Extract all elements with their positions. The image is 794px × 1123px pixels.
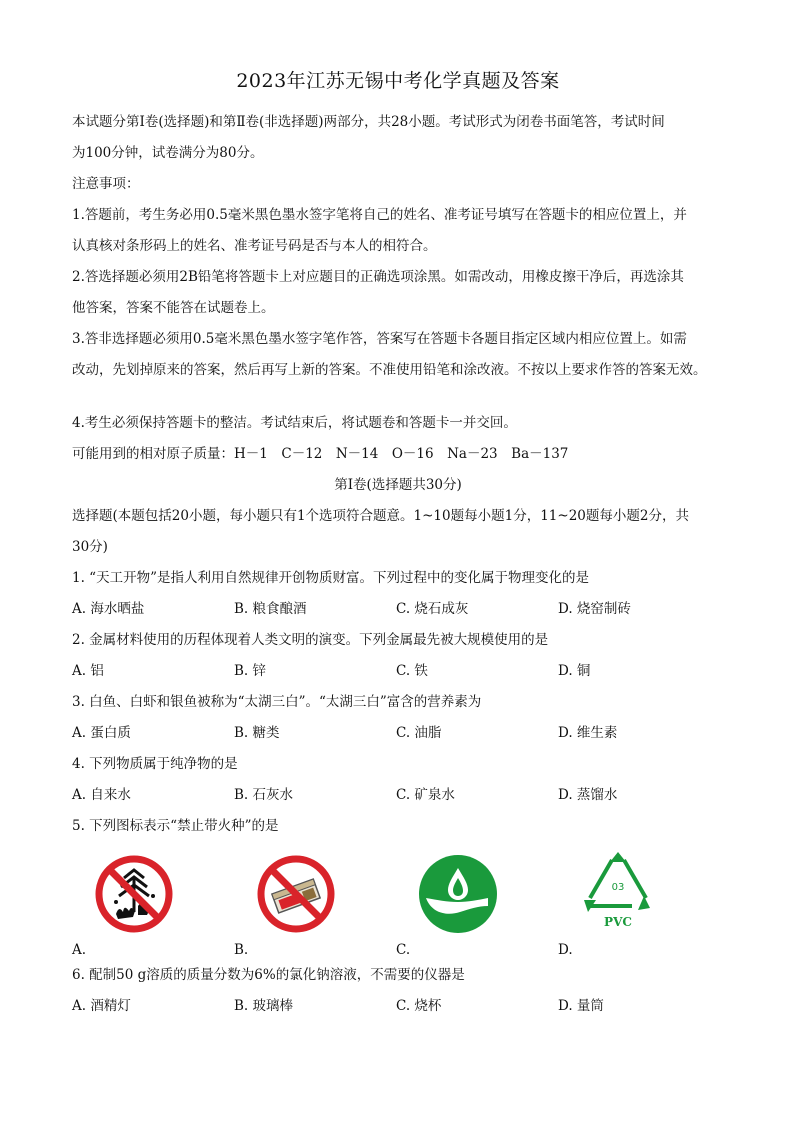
notice-heading: 注意事项： [72,176,140,192]
option-d [558,848,720,960]
notice-2-line-1: 2.答选择题必须用2B铅笔将答题卡上对应题目的正确选项涂黑。如需改动，用橡皮擦干净后，再选涂其 [72,269,684,285]
option-b: B. 石灰水 [234,787,294,803]
option-c: C. 矿泉水 [396,787,455,803]
question-4-options [72,780,724,811]
notice-3-line-2: 改动，先划掉原来的答案，然后再写上新的答案。不准使用铅笔和涂改液。不按以上要求作答的答案无效。 [72,362,707,378]
question-1-options [72,594,724,625]
recycle-number: 03 [611,882,625,893]
option-c [396,848,558,960]
question-6-stem: 6. 配制50 g溶质的质量分数为6%的氯化钠溶液，不需要的仪器是 [72,967,465,983]
question-5-options [72,848,724,960]
intro-line-1: 本试题分第Ⅰ卷(选择题)和第Ⅱ卷(非选择题)两部分，共28小题。考试形式为闭卷书面笔答，考试时间 [72,114,665,130]
option-d: D. 蒸馏水 [558,787,618,803]
question-3-options [72,718,724,749]
option-a: A. 海水晒盐 [72,601,145,617]
pvc-recycle-icon [572,848,664,940]
page-title: 2023年江苏无锡中考化学真题及答案 [236,70,560,92]
question-4-stem: 4. 下列物质属于纯净物的是 [72,756,238,772]
option-a: A. 蛋白质 [72,725,131,741]
option-c: C. 烧石成灰 [396,601,469,617]
section-intro-line-2: 30分) [72,539,108,555]
option-a: A. 自来水 [72,787,131,803]
option-d: D. 维生素 [558,725,618,741]
option-a [72,848,234,960]
section-title: 第Ⅰ卷(选择题共30分) [334,477,462,493]
question-5-stem: 5. 下列图标表示“禁止带火种”的是 [72,818,279,834]
atomic-masses: 可能用到的相对原子质量：H－1 C－12 N－14 O－16 Na－23 Ba－137 [72,446,569,462]
option-d: D. 铜 [558,663,591,679]
section-intro-line-1: 选择题(本题包括20小题，每小题只有1个选项符合题意。1~10题每小题1分，11~20题每小题2分，共 [72,508,689,524]
option-a-label: A. [72,942,87,958]
no-matches-icon [256,854,336,934]
recycle-label: PVC [604,915,632,929]
option-b: B. 玻璃棒 [234,998,294,1014]
question-6-options [72,991,724,1022]
notice-4: 4.考生必须保持答题卡的整洁。考试结束后，将试题卷和答题卡一并交回。 [72,415,517,431]
exam-page [72,66,724,1022]
option-b: B. 糖类 [234,725,280,741]
option-d: D. 量筒 [558,998,604,1014]
option-c: C. 油脂 [396,725,442,741]
question-2-stem: 2. 金属材料使用的历程体现着人类文明的演变。下列金属最先被大规模使用的是 [72,632,549,648]
option-c-label: C. [396,942,411,958]
option-c: C. 烧杯 [396,998,442,1014]
question-2-options [72,656,724,687]
intro-line-2: 为100分钟，试卷满分为80分。 [72,145,264,161]
question-3-stem: 3. 白鱼、白虾和银鱼被称为“太湖三白”。“太湖三白”富含的营养素为 [72,694,482,710]
option-b-label: B. [234,942,249,958]
question-1-stem: 1. “天工开物”是指人利用自然规律开创物质财富。下列过程中的变化属于物理变化的是 [72,570,589,586]
option-b: B. 锌 [234,663,267,679]
option-d: D. 烧窑制砖 [558,601,631,617]
option-a: A. 酒精灯 [72,998,131,1014]
option-c: C. 铁 [396,663,428,679]
notice-1-line-2: 认真核对条形码上的姓名、准考证号码是否与本人的相符合。 [72,238,437,254]
option-b: B. 粮食酿酒 [234,601,307,617]
notice-1-line-1: 1.答题前，考生务必用0.5毫米黑色墨水签字笔将自己的姓名、准考证号填写在答题卡的相应位置上，并 [72,207,687,223]
option-d-label: D. [558,942,573,958]
option-a: A. 铝 [72,663,104,679]
water-saving-icon [418,854,498,934]
notice-2-line-2: 他答案，答案不能答在试题卷上。 [72,300,275,316]
no-fire-source-icon [94,854,174,934]
notice-3-line-1: 3.答非选择题必须用0.5毫米黑色墨水签字笔作答，答案写在答题卡各题目指定区域内相应位置上。如需 [72,331,687,347]
option-b [234,848,396,960]
